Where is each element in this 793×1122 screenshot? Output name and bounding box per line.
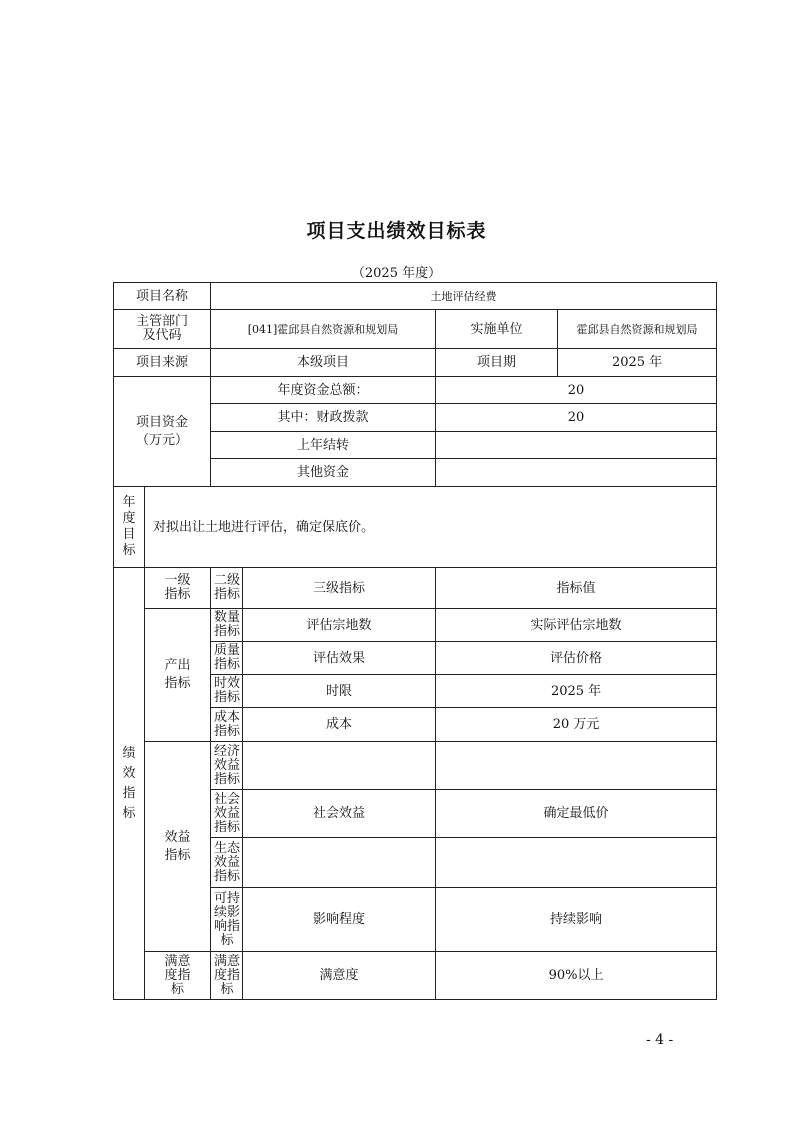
output-label: 产出指标 [145,609,211,742]
output-value: 20 万元 [436,708,717,742]
annual-goal-text: 对拟出让土地进行评估，确定保底价。 [145,487,717,568]
satisfaction-l2: 满意度指标 [211,952,243,1000]
benefit-l2: 生态效益指标 [211,838,243,888]
header-level3: 三级指标 [243,568,436,609]
header-level1: 一级指标 [145,568,211,609]
dept-label: 主管部门及代码 [114,310,211,349]
benefit-l2: 经济效益指标 [211,742,243,790]
project-name-value: 土地评估经费 [211,283,717,310]
benefit-value [436,742,717,790]
row-project-name [114,283,717,310]
year-subtitle: （2025 年度） [351,266,442,281]
row-source [114,349,717,377]
satisfaction-value: 90%以上 [436,952,717,1000]
output-l3: 成本 [243,708,436,742]
output-l2: 数量指标 [211,609,243,642]
period-value: 2025 年 [558,349,717,377]
page-number: - 4 - [646,1032,674,1048]
row-funds-total [114,377,717,404]
row-department [114,310,717,349]
performance-goal-table [113,282,717,1000]
funds-fiscal-label: 其中：财政拨款 [211,404,436,432]
row-indicator-header [114,568,717,609]
funds-other-label: 其他资金 [211,459,436,487]
funds-total-label: 年度资金总额： [211,377,436,404]
impl-unit-label: 实施单位 [436,310,558,349]
output-l2: 成本指标 [211,708,243,742]
dept-value: [041]霍邱县自然资源和规划局 [211,310,436,349]
header-value: 指标值 [436,568,717,609]
benefit-value [436,838,717,888]
output-l3: 时限 [243,675,436,708]
benefit-value: 确定最低价 [436,790,717,838]
annual-goal-label: 年度目标 [114,487,145,568]
table-row [114,952,717,1000]
benefit-l2: 社会效益指标 [211,790,243,838]
benefit-l3 [243,742,436,790]
page-title: 项目支出绩效目标表 [306,220,487,242]
funds-carryover-value [436,432,717,459]
table-row [114,742,717,790]
period-label: 项目期 [436,349,558,377]
source-value: 本级项目 [211,349,436,377]
project-name-label: 项目名称 [114,283,211,310]
impl-unit-value: 霍邱县自然资源和规划局 [558,310,717,349]
funds-carryover-label: 上年结转 [211,432,436,459]
output-value: 2025 年 [436,675,717,708]
funds-other-value [436,459,717,487]
satisfaction-l3: 满意度 [243,952,436,1000]
funds-total-value: 20 [436,377,717,404]
funds-label: 项目资金（万元） [114,377,211,487]
benefit-l3: 社会效益 [243,790,436,838]
output-l3: 评估效果 [243,642,436,675]
funds-fiscal-value: 20 [436,404,717,432]
output-l2: 时效指标 [211,675,243,708]
header-level2: 二级指标 [211,568,243,609]
perf-label: 绩效指标 [114,568,145,1000]
output-value: 实际评估宗地数 [436,609,717,642]
table-row [114,609,717,642]
benefit-label: 效益指标 [145,742,211,952]
benefit-l2: 可持续影响指标 [211,888,243,952]
output-value: 评估价格 [436,642,717,675]
benefit-l3 [243,838,436,888]
output-l3: 评估宗地数 [243,609,436,642]
output-l2: 质量指标 [211,642,243,675]
row-annual-goal [114,487,717,568]
satisfaction-l1: 满意度指标 [145,952,211,1000]
source-label: 项目来源 [114,349,211,377]
benefit-value: 持续影响 [436,888,717,952]
benefit-l3: 影响程度 [243,888,436,952]
